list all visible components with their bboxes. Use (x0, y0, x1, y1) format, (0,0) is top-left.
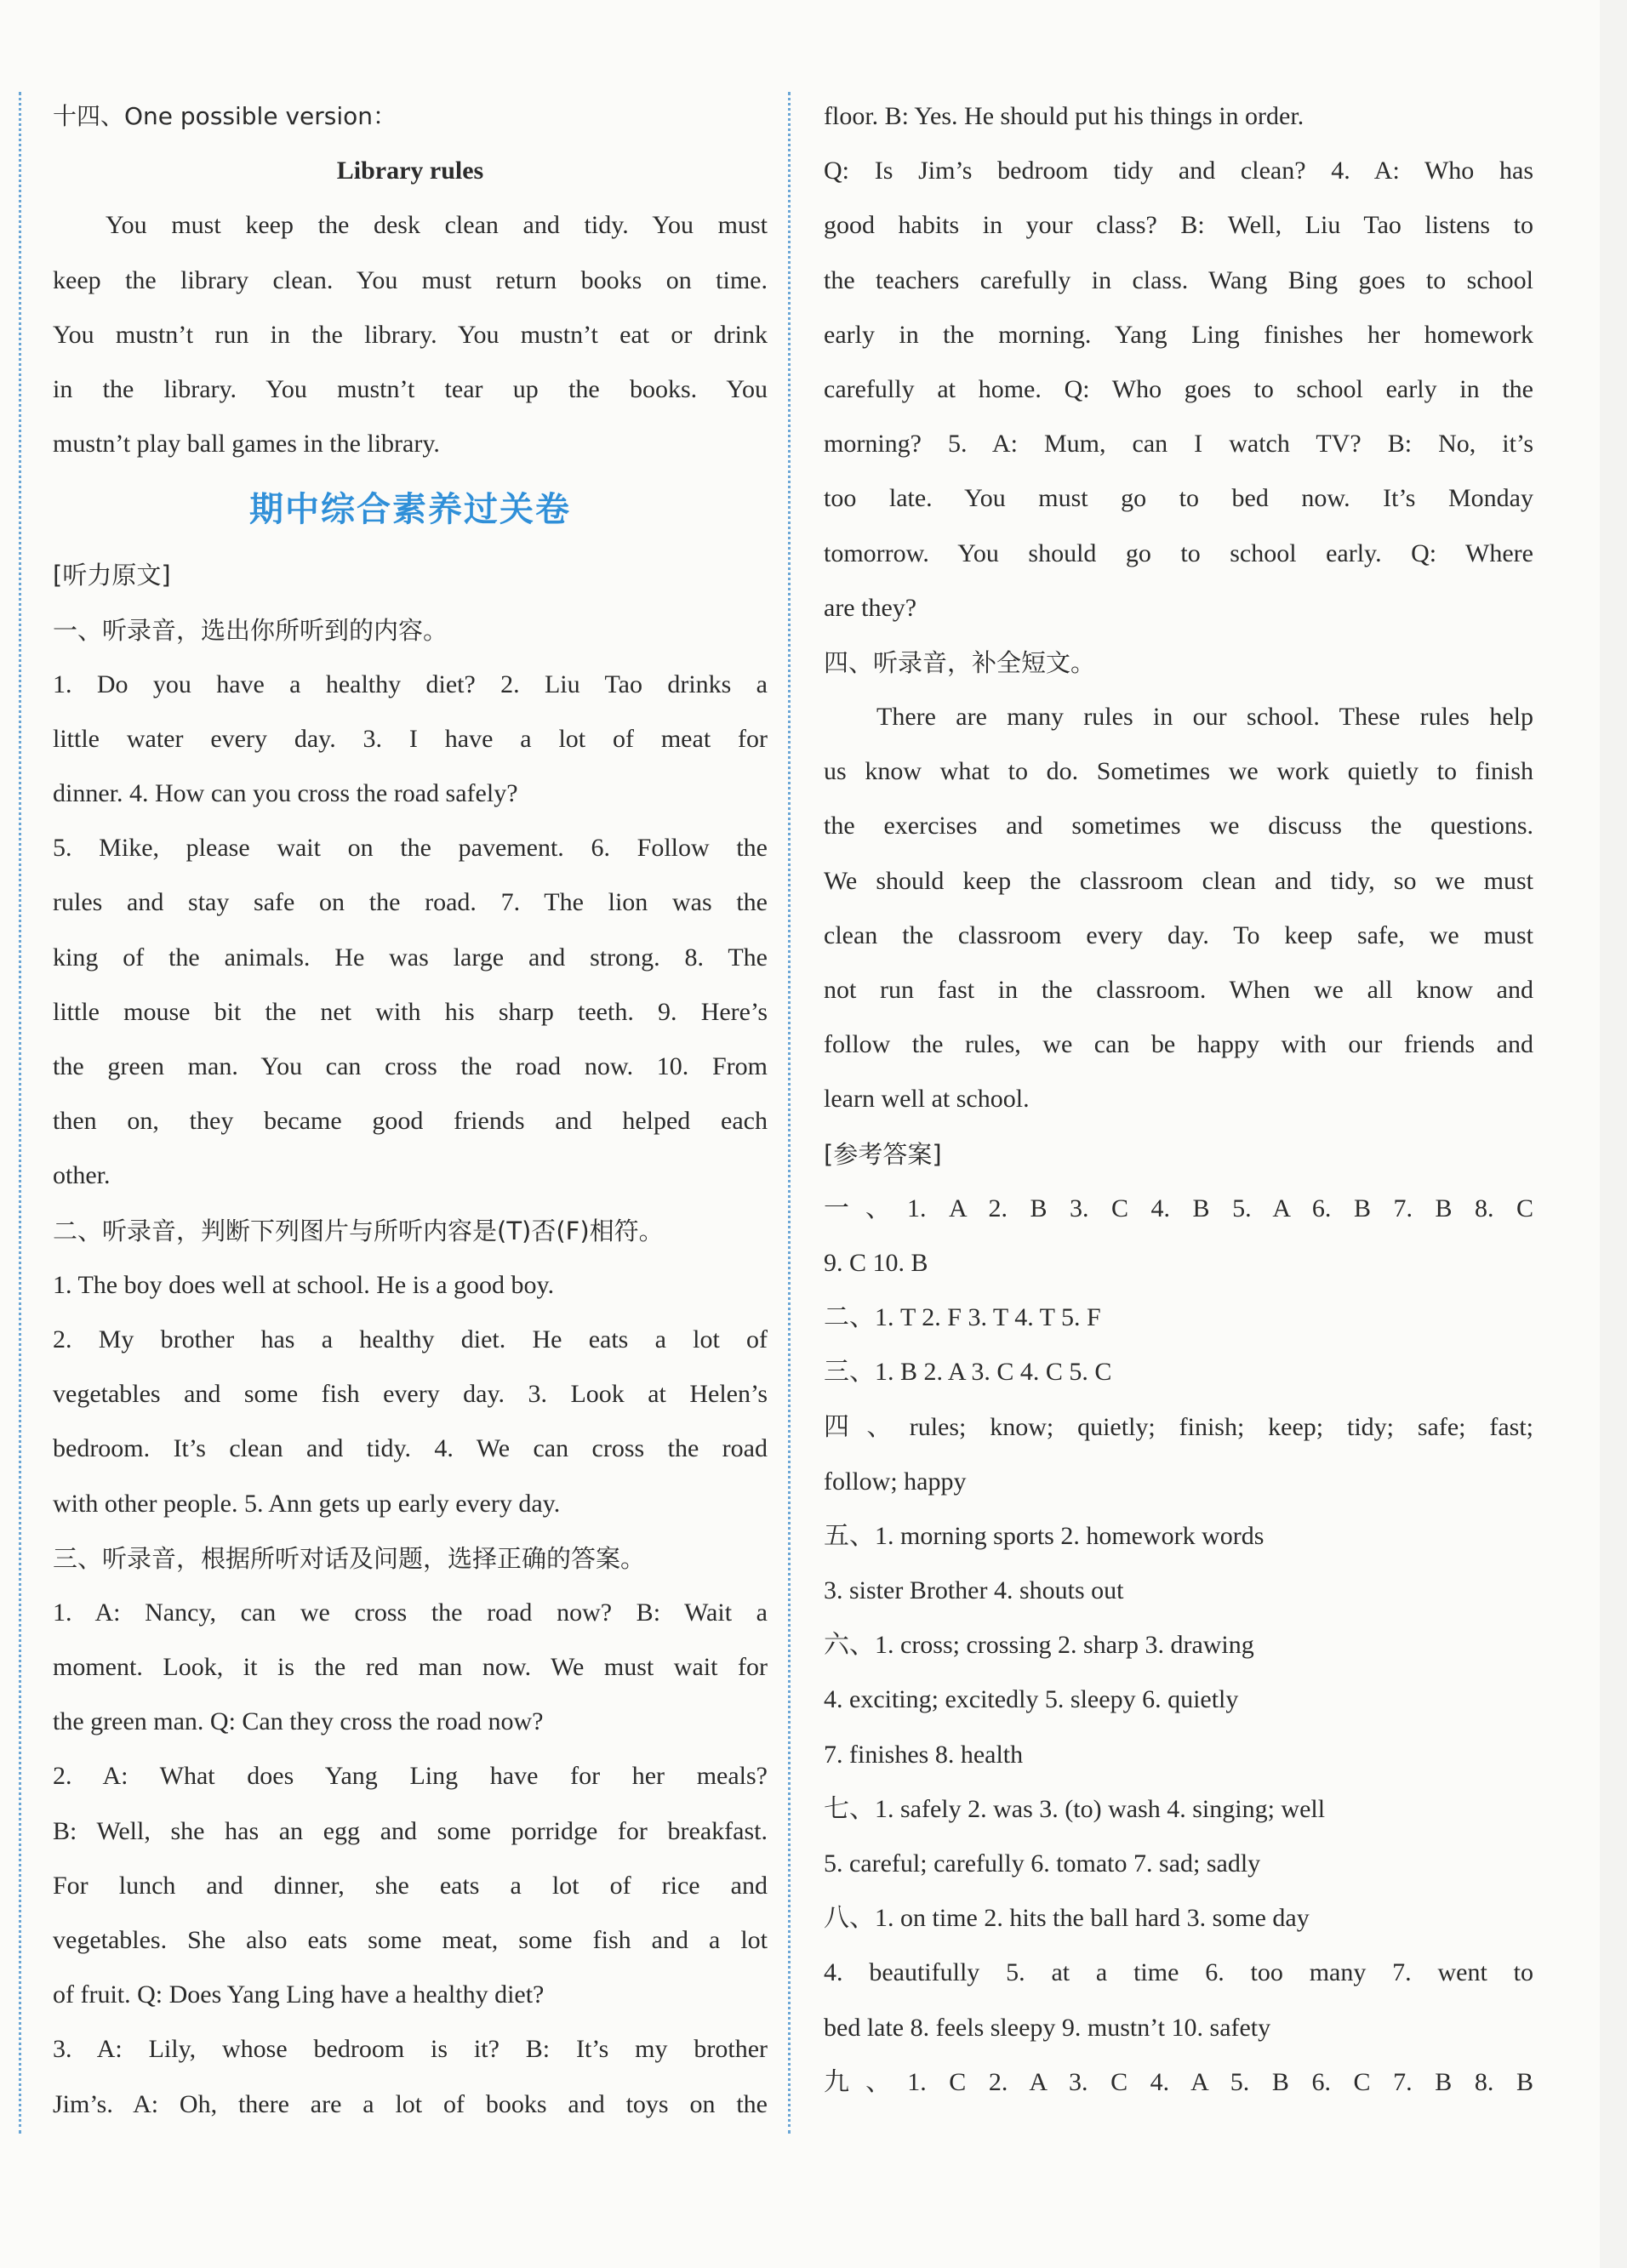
passage-line: We should keep the classroom clean and tidy, so we must (824, 866, 1533, 895)
script-line: moment. Look, it is the red man now. We must wait for (53, 1653, 768, 1682)
script-line: carefully at home. Q: Who goes to school early in the (824, 374, 1533, 403)
answers-label: [参考答案] (824, 1139, 942, 1169)
script-line: 2. My brother has a healthy diet. He eats a lot of (53, 1325, 768, 1353)
answer-line: 六、1. cross; crossing 2. sharp 3. drawing (824, 1631, 1254, 1660)
script-line: other. (53, 1161, 111, 1190)
script-line: with other people. 5. Ann gets up early every day. (53, 1489, 561, 1518)
script-line: the green man. Q: Can they cross the road now? (53, 1707, 544, 1736)
answer-line: 一、1. A 2. B 3. C 4. B 5. A 6. B 7. B 8. C (824, 1194, 1533, 1222)
paragraph-line: mustn’t play ball games in the library. (53, 430, 440, 459)
answer-line: 七、1. safely 2. was 3. (to) wash 4. singing; well (824, 1794, 1326, 1823)
passage-line: the exercises and sometimes we discuss the questions. (824, 812, 1533, 841)
script-line: 5. Mike, please wait on the pavement. 6. Follow the (53, 834, 768, 863)
answer-line: follow; happy (824, 1467, 967, 1496)
exam-title: 期中综合素养过关卷 (249, 490, 571, 530)
script-line: floor. B: Yes. He should put his things in order. (824, 102, 1304, 130)
part2-heading: 二、听录音，判断下列图片与所听内容是(T)否(F)相符。 (53, 1216, 664, 1245)
answer-line: bed late 8. feels sleepy 9. mustn’t 10. safety (824, 2013, 1271, 2042)
script-line: are they? (824, 593, 917, 622)
passage-line: clean the classroom every day. To keep safe, we must (824, 920, 1533, 949)
paragraph-line: You must keep the desk clean and tidy. You must (106, 211, 768, 240)
script-line: bedroom. It’s clean and tidy. 4. We can cross the road (53, 1434, 768, 1463)
script-line: vegetables. She also eats some meat, some fish and a lot (53, 1926, 768, 1954)
answer-line: 4. beautifully 5. at a time 6. too many 7. went to (824, 1958, 1533, 1987)
answer-line: 7. finishes 8. health (824, 1740, 1024, 1769)
script-line: early in the morning. Yang Ling finishes her homework (824, 320, 1533, 349)
script-line: For lunch and dinner, she eats a lot of rice and (53, 1871, 768, 1900)
column-divider (788, 92, 791, 2134)
answer-line: 九、1. C 2. A 3. C 4. A 5. B 6. C 7. B 8. B (824, 2067, 1533, 2096)
script-line: 2. A: What does Yang Ling have for her meals? (53, 1762, 768, 1791)
script-line: then on, they became good friends and helped each (53, 1107, 768, 1136)
script-line: rules and stay safe on the road. 7. The lion was the (53, 888, 768, 917)
answer-line: 三、1. B 2. A 3. C 4. C 5. C (824, 1358, 1112, 1387)
script-line: dinner. 4. How can you cross the road safely? (53, 779, 518, 808)
listening-script-label: [听力原文] (53, 561, 171, 590)
answer-line: 4. exciting; excitedly 5. sleepy 6. quietly (824, 1685, 1239, 1714)
part3-heading: 三、听录音，根据所听对话及问题，选择正确的答案。 (53, 1543, 646, 1573)
script-line: 1. A: Nancy, can we cross the road now? B: Wait a (53, 1598, 768, 1627)
answer-line: 四、rules; know; quietly; finish; keep; tidy; safe; fast; (824, 1412, 1533, 1441)
paragraph-line: keep the library clean. You must return books on time. (53, 265, 768, 294)
section-heading: 十四、One possible version： (53, 102, 397, 130)
script-line: vegetables and some fish every day. 3. Look at Helen’s (53, 1380, 768, 1409)
answer-line: 二、1. T 2. F 3. T 4. T 5. F (824, 1303, 1101, 1332)
passage-line: follow the rules, we can be happy with our friends and (824, 1030, 1533, 1059)
script-line: Q: Is Jim’s bedroom tidy and clean? 4. A: Who has (824, 157, 1533, 185)
answer-line: 5. careful; carefully 6. tomato 7. sad; sadly (824, 1849, 1261, 1878)
script-line: Jim’s. A: Oh, there are a lot of books and toys on the (53, 2089, 768, 2118)
script-line: 1. The boy does well at school. He is a good boy. (53, 1270, 555, 1299)
library-rules-title: Library rules (336, 157, 484, 185)
left-dotted-border (19, 92, 21, 2134)
part4-heading: 四、听录音，补全短文。 (824, 647, 1096, 677)
right-column (824, 89, 1533, 2110)
passage-line: not run fast in the classroom. When we all know and (824, 976, 1533, 1004)
passage-line: learn well at school. (824, 1085, 1030, 1114)
answer-line: 五、1. morning sports 2. homework words (824, 1521, 1264, 1550)
passage-line: us know what to do. Sometimes we work quietly to finish (824, 757, 1533, 786)
script-line: king of the animals. He was large and strong. 8. The (53, 943, 768, 972)
script-line: of fruit. Q: Does Yang Ling have a healthy diet? (53, 1980, 545, 2009)
script-line: little mouse bit the net with his sharp teeth. 9. Here’s (53, 997, 768, 1026)
part1-heading: 一、听录音，选出你所听到的内容。 (53, 615, 448, 645)
paragraph-line: in the library. You mustn’t tear up the books. You (53, 374, 768, 403)
script-line: the teachers carefully in class. Wang Bing goes to school (824, 265, 1533, 294)
script-line: too late. You must go to bed now. It’s Monday (824, 484, 1533, 513)
answer-line: 9. C 10. B (824, 1248, 928, 1277)
answer-line: 八、1. on time 2. hits the ball hard 3. some day (824, 1904, 1310, 1933)
script-line: good habits in your class? B: Well, Liu Tao listens to (824, 211, 1533, 240)
passage-line: There are many rules in our school. These rules help (876, 703, 1533, 732)
answer-line: 3. sister Brother 4. shouts out (824, 1576, 1124, 1605)
script-line: morning? 5. A: Mum, can I watch TV? B: No, it’s (824, 430, 1533, 459)
script-line: the green man. You can cross the road now. 10. From (53, 1052, 768, 1080)
script-line: little water every day. 3. I have a lot of meat for (53, 724, 768, 753)
script-line: 1. Do you have a healthy diet? 2. Liu Tao drinks a (53, 670, 768, 698)
script-line: 3. A: Lily, whose bedroom is it? B: It’s my brother (53, 2035, 768, 2064)
left-column (53, 89, 768, 2132)
script-line: B: Well, she has an egg and some porridge for breakfast. (53, 1816, 768, 1845)
script-line: tomorrow. You should go to school early. Q: Where (824, 539, 1533, 567)
paragraph-line: You mustn’t run in the library. You mustn’t eat or drink (53, 320, 768, 349)
